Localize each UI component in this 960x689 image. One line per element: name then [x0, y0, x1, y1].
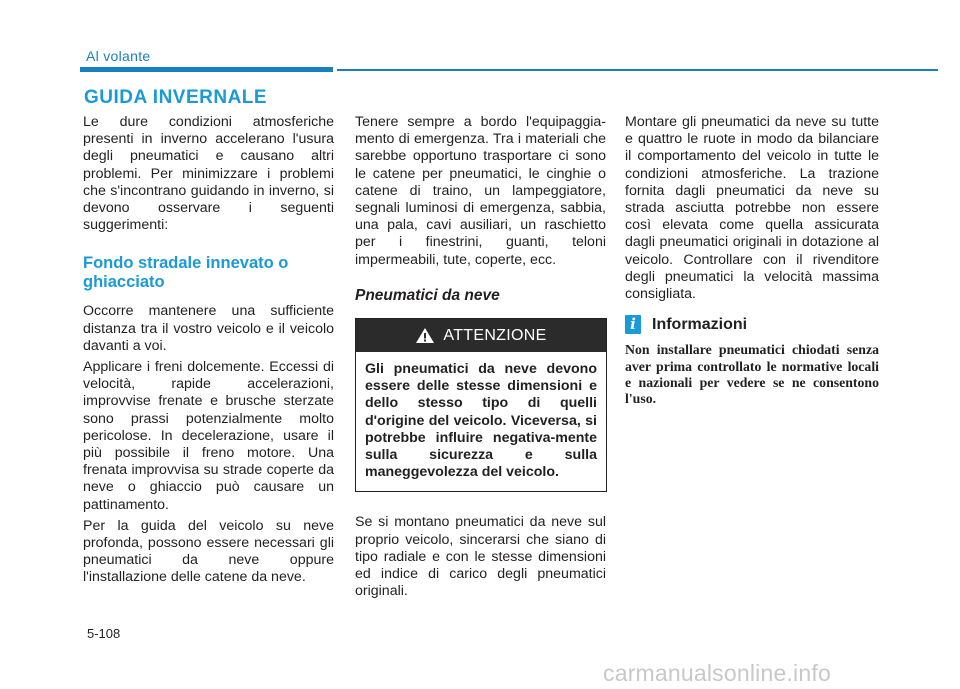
info-text: Non installare pneumatici chiodati senza aver prima controllato le normative locali e nazionali per vedere se ne consentono l'uso. [625, 342, 879, 407]
section-label: Al volante [86, 48, 151, 64]
warning-triangle-icon [415, 327, 435, 344]
paragraph-four-wheels: Montare gli pneumatici da neve su tutte e quattro le ruote in modo da bilanciare il comportamento del veicolo in tutte le condizioni atmosferiche. La trazione fornita dagli pneumatici da neve su strada asciutta potrebbe non essere così elevata come quella assicurata dagli pneumatici originali in dotazione al veicolo. Controllare con il rivenditore degli pneumatici la velocità massima consigliata. [625, 114, 879, 303]
paragraph-radial-tires: Se si montano pneumatici da neve sul proprio veicolo, sincerarsi che siano di tipo radiale e con le stesse dimensioni ed indice di carico degli pneumatici originali. [355, 514, 606, 600]
column-3 [625, 114, 879, 407]
page-number: 5-108 [87, 626, 121, 641]
paragraph-distance: Occorre mantenere una sufficiente distanza tra il vostro veicolo e il veicolo davanti a voi. [83, 303, 334, 354]
subheading-snow-tires: Pneumatici da neve [355, 286, 500, 304]
intro-paragraph: Le dure condizioni atmosferiche presenti in inverno accelerano l'usura degli pneumatici e causano altri problemi. Per minimizzare i problemi che s'incontrano guidando in inverno, si devono osservare i seguenti suggerimenti: [83, 114, 334, 234]
watermark: carmanualsonline.info [603, 660, 831, 686]
warning-header [356, 319, 606, 352]
paragraph-braking: Applicare i freni dolcemente. Eccessi di velocità, rapide accelerazioni, improvvise frenate e brusche sterzate sono prassi potenzialmente molto pericolose. In decelerazione, usare il più possibile il freno motore. Una frenata improvvisa su strade coperte da neve o ghiaccio può causare un pattinamento. [83, 359, 334, 513]
info-heading [625, 315, 879, 334]
info-title: Informazioni [652, 316, 748, 334]
paragraph-emergency-kit: Tenere sempre a bordo l'equipaggia-mento di emergenza. Tra i materiali che sarebbe opportuno trasportare ci sono le catene per pneumatici, le cinghie o catene di traino, un lampeggiatore, segnali luminosi di emergenza, sabbia, una pala, cavi ausiliari, un raschietto per i finestrini, guanti, teloni impermeabili, tute, coperte, ecc. [355, 114, 606, 268]
warning-title: ATTENZIONE [443, 326, 547, 344]
warning-box [355, 318, 607, 492]
column-2 [355, 114, 606, 604]
paragraph-deep-snow: Per la guida del veicolo su neve profonda, possono essere necessari gli pneumatici da neve oppure l'installazione delle catene da neve. [83, 517, 334, 586]
page-title: GUIDA INVERNALE [84, 87, 268, 108]
subheading-snow-ice: Fondo stradale innevato o ghiacciato [83, 254, 289, 292]
info-icon: i [625, 315, 641, 334]
header-rule-thick [80, 67, 333, 72]
column-1 [83, 114, 334, 591]
header-rule-thin [337, 69, 938, 71]
warning-text: Gli pneumatici da neve devono essere delle stesse dimensioni e dello stesso tipo di quelli d'origine del veicolo. Viceversa, si potrebbe influire negativa-mente sulla sicurezza e sulla maneggevolezza del veicolo. [365, 361, 597, 481]
